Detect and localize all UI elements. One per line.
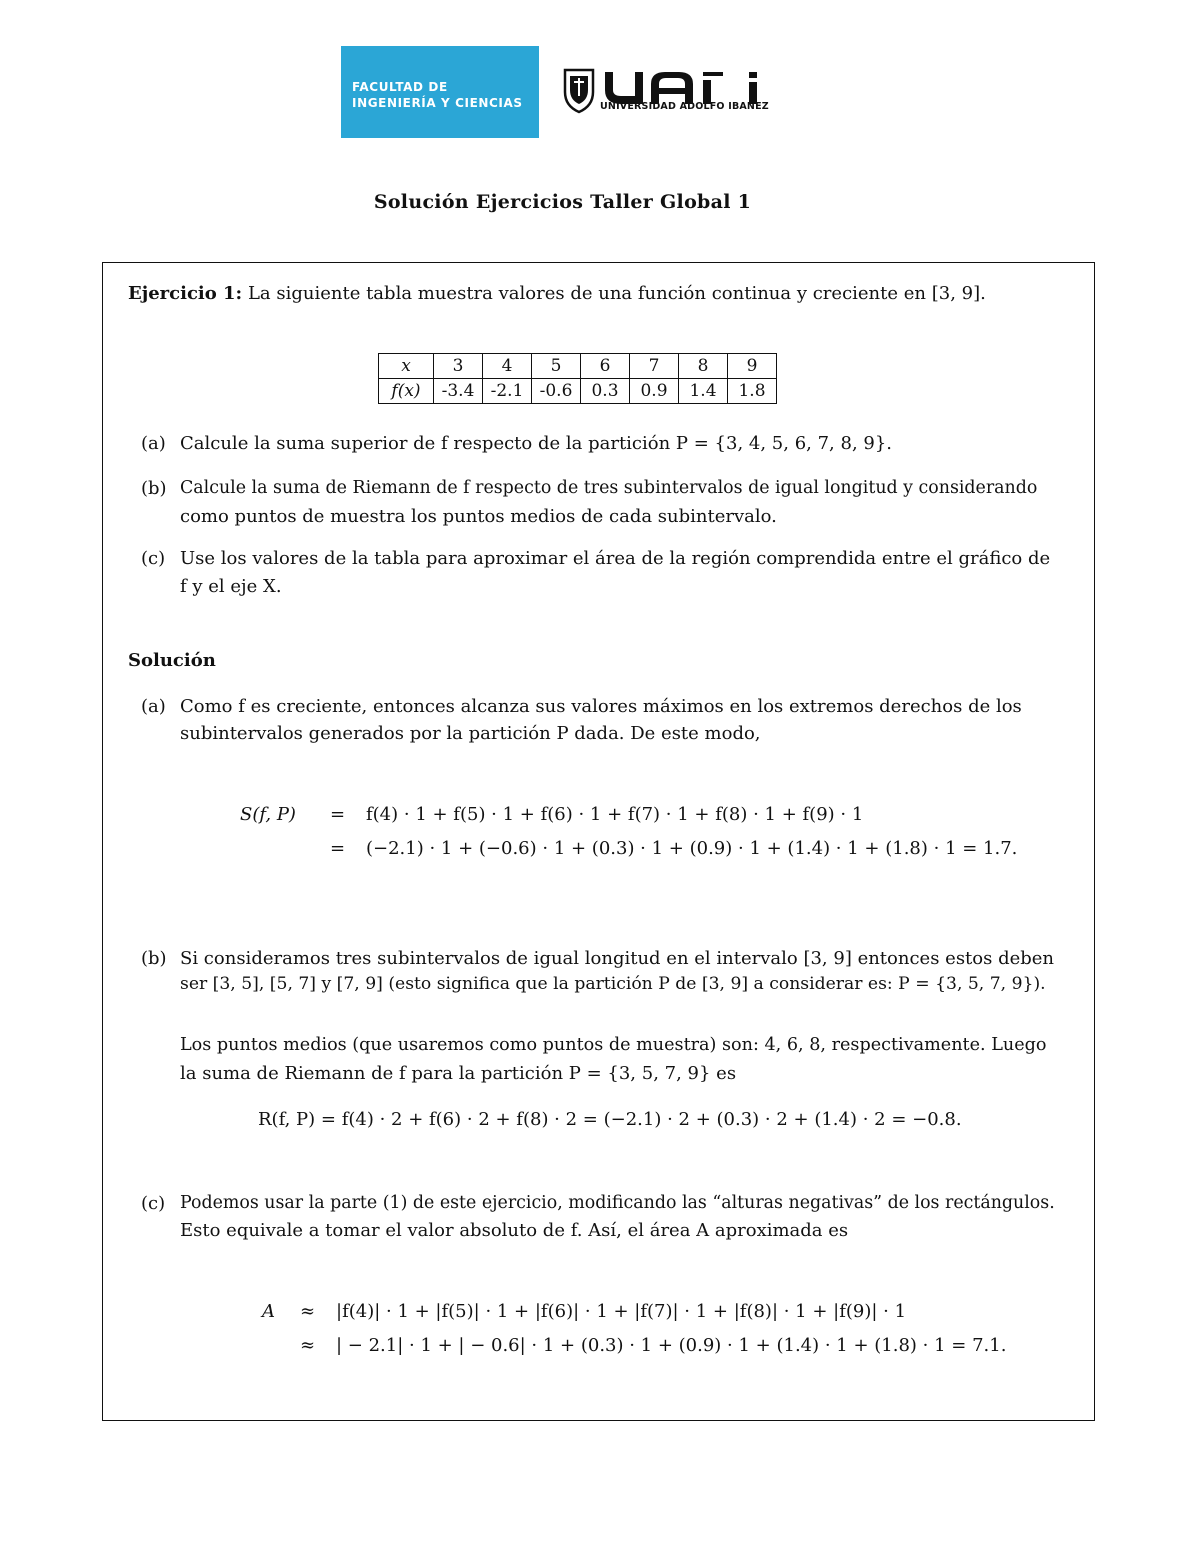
question-a-label: (a): [141, 433, 166, 454]
table-header-fx: f(x): [379, 379, 434, 404]
table-cell: 0.3: [581, 379, 630, 404]
table-header-x: x: [379, 354, 434, 379]
question-b-text-line1: Calcule la suma de Riemann de f respecto de tres subintervalos de igual longitud y considerando: [180, 478, 1038, 498]
table-cell: 7: [630, 354, 679, 379]
question-b-label: (b): [141, 478, 167, 499]
table-row-fx: [379, 379, 777, 404]
table-cell: 5: [532, 354, 581, 379]
table-cell: 0.9: [630, 379, 679, 404]
solution-a-text-line2: subintervalos generados por la partición P dada. De este modo,: [180, 723, 761, 744]
table-cell: -2.1: [483, 379, 532, 404]
table-cell: 1.8: [728, 379, 777, 404]
table-cell: 1.4: [679, 379, 728, 404]
faculty-logo-line2: INGENIERÍA Y CIENCIAS: [352, 96, 523, 110]
table-cell: 3: [434, 354, 483, 379]
values-table: [378, 353, 777, 404]
solution-a-eq-rel2: =: [330, 838, 346, 859]
solution-c-text-line2: Esto equivale a tomar el valor absoluto de f. Así, el área A aproximada es: [180, 1220, 849, 1241]
table-cell: -0.6: [532, 379, 581, 404]
solution-c-text-line1: Podemos usar la parte (1) de este ejercicio, modificando las “alturas negativas” de los rectángulos.: [180, 1193, 1055, 1213]
university-letters-icon: [605, 72, 757, 104]
university-caption: UNIVERSIDAD ADOLFO IBAÑEZ: [600, 101, 769, 112]
question-a-text: Calcule la suma superior de f respecto de la partición P = {3, 4, 5, 6, 7, 8, 9}.: [180, 433, 893, 454]
table-cell: -3.4: [434, 379, 483, 404]
question-c-text-line2: f y el eje X.: [180, 576, 282, 597]
solution-b-text-line1: Si consideramos tres subintervalos de igual longitud en el intervalo [3, 9] entonces estos deben: [180, 948, 1055, 969]
faculty-logo: [341, 46, 539, 138]
solution-b-text-line2: ser [3, 5], [5, 7] y [7, 9] (esto significa que la partición P de [3, 9] a considerar es: P = {3, 5, 7, 9}).: [180, 974, 1046, 994]
table-cell: 6: [581, 354, 630, 379]
solution-c-label: (c): [141, 1193, 166, 1214]
question-c-text-line1: Use los valores de la tabla para aproximar el área de la región comprendida entre el gráfico de: [180, 548, 1051, 569]
table-cell: 9: [728, 354, 777, 379]
table-row-x: [379, 354, 777, 379]
solution-heading: Solución: [128, 650, 216, 671]
exercise-statement: [128, 283, 986, 304]
solution-a-eq-lhs: S(f, P): [240, 804, 296, 825]
question-c-label: (c): [141, 548, 166, 569]
exercise-label: Ejercicio 1:: [128, 283, 243, 304]
solution-c-eq-line2: | − 2.1| · 1 + | − 0.6| · 1 + (0.3) · 1 + (0.9) · 1 + (1.4) · 1 + (1.8) · 1 = 7.1.: [336, 1335, 1007, 1356]
solution-c-eq-line1: |f(4)| · 1 + |f(5)| · 1 + |f(6)| · 1 + |f(7)| · 1 + |f(8)| · 1 + |f(9)| · 1: [336, 1301, 907, 1322]
solution-c-eq-rel1: ≈: [300, 1301, 316, 1322]
solution-b-equation: R(f, P) = f(4) · 2 + f(6) · 2 + f(8) · 2 = (−2.1) · 2 + (0.3) · 2 + (1.4) · 2 = −0.8.: [258, 1109, 962, 1130]
solution-a-text-line1: Como f es creciente, entonces alcanza sus valores máximos en los extremos derechos de los: [180, 696, 1022, 717]
solution-c-eq-lhs: A: [262, 1301, 275, 1322]
university-shield-icon: [565, 70, 593, 112]
table-cell: 8: [679, 354, 728, 379]
solution-b-text-line4: la suma de Riemann de f para la partición P = {3, 5, 7, 9} es: [180, 1063, 737, 1084]
solution-b-text-line3: Los puntos medios (que usaremos como puntos de muestra) son: 4, 6, 8, respectivamente. Luego: [180, 1035, 1047, 1055]
faculty-logo-line1: FACULTAD DE: [352, 80, 448, 94]
solution-b-label: (b): [141, 948, 167, 969]
question-b-text-line2: como puntos de muestra los puntos medios de cada subintervalo.: [180, 506, 777, 527]
solution-c-eq-rel2: ≈: [300, 1335, 316, 1356]
page-title: Solución Ejercicios Taller Global 1: [373, 191, 752, 213]
solution-a-eq-line1: f(4) · 1 + f(5) · 1 + f(6) · 1 + f(7) · 1 + f(8) · 1 + f(9) · 1: [366, 804, 864, 825]
solution-a-eq-line2: (−2.1) · 1 + (−0.6) · 1 + (0.3) · 1 + (0.9) · 1 + (1.4) · 1 + (1.8) · 1 = 1.7.: [366, 838, 1018, 859]
solution-a-label: (a): [141, 696, 166, 717]
solution-a-eq-rel1: =: [330, 804, 346, 825]
exercise-text: La siguiente tabla muestra valores de una función continua y creciente en [3, 9].: [247, 283, 986, 304]
table-cell: 4: [483, 354, 532, 379]
